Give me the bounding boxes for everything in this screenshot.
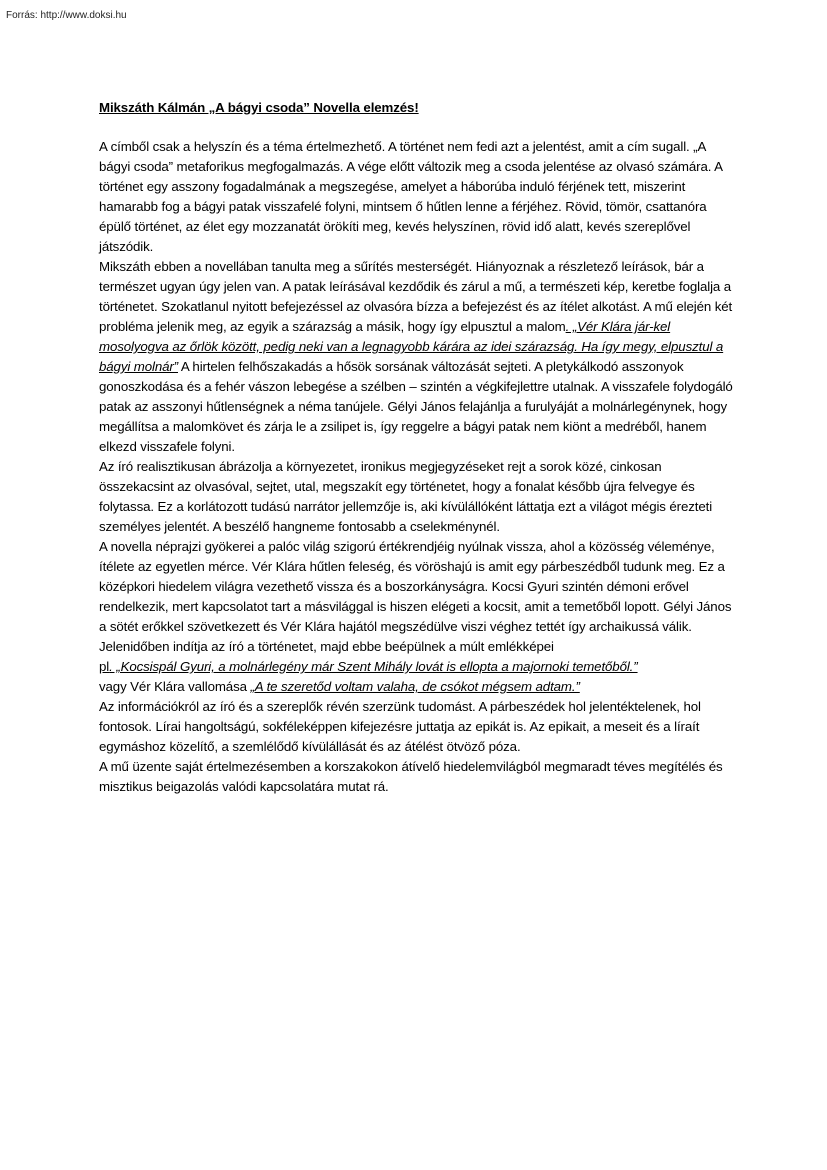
quote: . „Vér Klára jár-kel mosolyogva az őrlök között, pedig neki van a legnagyobb kárára az idei szárazság. Ha így megy, elpusztul a bágyi molnár” [99, 319, 724, 374]
quote: . „Kocsispál Gyuri, a molnárlegény már Szent Mihály lovát is ellopta a majornoki temetőből.” [109, 659, 638, 674]
paragraph: Az író realisztikusan ábrázolja a környezetet, ironikus megjegyzéseket rejt a sorok közé, cinkosan összekacsint az olvasóval, sejtet, utal, megszakít egy történetet, hogy a fonalat később újra felvegye és folytassa. Ez a korlátozott tudású narrátor jellemzője is, aki kívülállóként láttatja ezt a világot mégis érezteti személyes jelentét. A beszélő hangneme fontosabb a cselekménynél. [99, 459, 713, 534]
paragraph: A novella néprajzi gyökerei a palóc világ szigorú értékrendjéig nyúlnak vissza, ahol a közösség véleménye, ítélete az egyetlen mérce. Vér Klára hűtlen feleség, és vöröshajú is amit egy párbeszédből tudunk meg. Ez a középkori hiedelem világra vezethető vissza és a boszorkányságra. Kocsi Gyuri szintén démoni erővel rendelkezik, mert kapcsolatot tart a másvilággal is hiszen elégeti a kocsit, amit a temetőből lopott. Gélyi János a sötét erőkkel szövetkezett és Vér Klára hajától megszédülve viszi véghez tettét így archaikussá válik. [99, 539, 732, 634]
page-title: Mikszáth Kálmán „A bágyi csoda” Novella elemzés! [99, 100, 419, 115]
article [99, 98, 739, 797]
paragraph-text: vagy Vér Klára vallomása [99, 679, 251, 694]
paragraph-text: Mikszáth ebben a novellában tanulta meg a sűrítés mesterségét. Hiányoznak a részletező leírások, bár a természet ugyan úgy jelen van. A patak leírásával kezdődik és zárul a mű, a természeti kép, keretbe foglalja a történetet. Szokatlanul nyitott befejezéssel az olvasóra bízza a befejezést és az ítélet alkotást. A mű elején két probléma jelenik meg, az egyik a szárazság a másik, hogy így elpusztul a malom [99, 259, 733, 334]
source-line: Forrás: http://www.doksi.hu [6, 10, 127, 21]
paragraph: A mű üzente saját értelmezésemben a korszakokon átívelő hiedelemvilágból megmaradt téves megítélés és misztikus beigazolás valódi kapcsolatára mutat rá. [99, 759, 723, 794]
paragraph [99, 257, 739, 457]
paragraph: A címből csak a helyszín és a téma értelmezhető. A történet nem fedi azt a jelentést, amit a cím sugall. „A bágyi csoda” metaforikus megfogalmazás. A vége előtt változik meg a csoda jelentése az olvasó számára. A történet egy asszony fogadalmának a megszegése, amelyet a háborúba induló férjének tett, miszerint hamarabb fog a bágyi patak visszafelé folyni, mintsem ő hűtlen lenne a férjéhez. Rövid, tömör, csattanóra épülő történet, az élet egy mozzanatát örökíti meg, kevés helyszínen, rövid idő alatt, kevés szereplővel játszódik. [99, 139, 723, 254]
paragraph-text: A hirtelen felhőszakadás a hősök sorsának változását sejteti. A pletykálkodó asszonyok gonoszkodása és a fehér vászon lebegése a szélben – szintén a végkifejlettre utalnak. A visszafele folydogáló patak az asszonyi hűtlenségnek a néma tanújele. Gélyi János felajánlja a furulyáját a molnárlegénynek, hogy megállítsa a malomkövet és zárja le a zsilipet is, így reggelre a bágyi patak nem kiönt a medréből, hanem elkezd visszafele folyni. [99, 359, 733, 454]
paragraph: Az információkról az író és a szereplők révén szerzünk tudomást. A párbeszédek hol jelentéktelenek, hol fontosok. Lírai hangoltságú, sokféleképpen kifejezésre juttatja az epikát is. Az epikait, a meseit és a líraít egymáshoz közelítő, a szemlélődő kívülállását és az átélést ötvöző póza. [99, 699, 701, 754]
quote: „A te szeretőd voltam valaha, de csókot mégsem adtam.” [250, 679, 580, 694]
paragraph-text: pl [99, 659, 110, 674]
paragraph-text: Jelenidőben indítja az író a történetet, majd ebbe beépülnek a múlt emlékképei [99, 639, 554, 654]
paragraph [99, 637, 739, 697]
